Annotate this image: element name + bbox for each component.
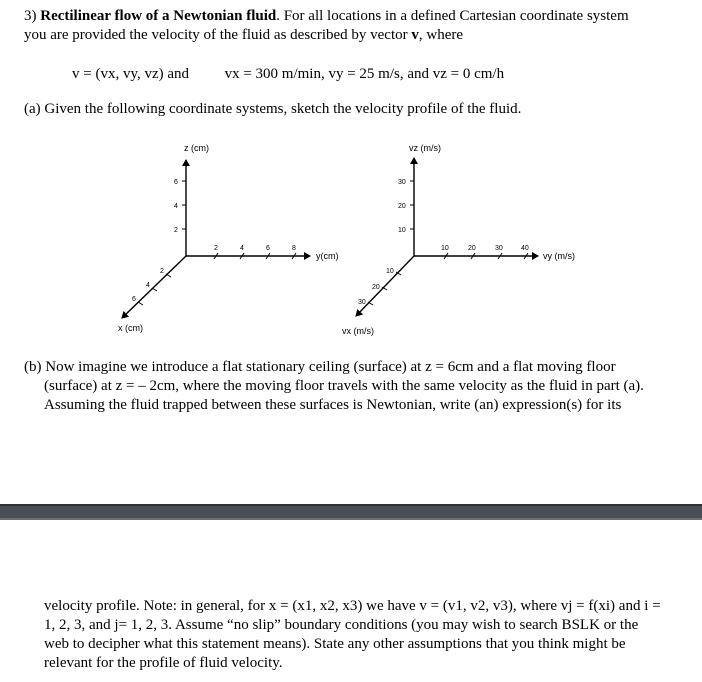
part-b-line-2: (surface) at z = – 2cm, where the moving floor travels with the same velocity as the fluid in part (a). xyxy=(44,378,644,394)
vz-tick-label: 10 xyxy=(398,227,406,234)
velocity-axes xyxy=(342,143,575,336)
vz-tick-label: 20 xyxy=(398,203,406,210)
vy-tick-label: 10 xyxy=(441,245,449,252)
y-axis-label: y(cm) xyxy=(316,251,339,261)
x-axis-label: x (cm) xyxy=(118,323,143,333)
vz-tick-label: 30 xyxy=(398,179,406,186)
problem-title: Rectilinear flow of a Newtonian fluid xyxy=(40,8,277,24)
part-b-line-1: (b) Now imagine we introduce a flat stationary ceiling (surface) at z = 6cm and a flat moving floor xyxy=(24,359,616,375)
vy-tick-label: 40 xyxy=(521,245,529,252)
problem-intro-rest: . For all locations in a defined Cartesian coordinate system xyxy=(276,8,629,24)
position-axes xyxy=(118,143,339,333)
coordinate-systems-figure xyxy=(0,130,702,345)
problem-number: 3) xyxy=(24,8,37,24)
continuation-line-2: 1, 2, 3, and j= 1, 2, 3. Assume “no slip” boundary conditions (you may wish to search BSLK or the xyxy=(44,617,639,633)
vx-tick-label: 10 xyxy=(386,268,394,275)
y-tick-label: 4 xyxy=(240,245,244,252)
continuation-line-3: web to decipher what this statement means). State any other assumptions that you think might be xyxy=(44,636,626,652)
and-word: and xyxy=(167,66,190,82)
z-tick-label: 2 xyxy=(174,227,178,234)
z-tick-label: 6 xyxy=(174,179,178,186)
continuation-line-1: velocity profile. Note: in general, for x = (x1, x2, x3) we have v = (v1, v2, v3), where vj = f(xi) and i = xyxy=(44,598,661,614)
problem-header-line-2 xyxy=(24,27,463,44)
problem-header-line-1 xyxy=(24,8,629,25)
y-tick-label: 2 xyxy=(214,245,218,252)
page-divider xyxy=(0,504,702,520)
vx-tick-label: 30 xyxy=(358,299,366,306)
x-axis xyxy=(122,256,186,318)
vy-tick-label: 30 xyxy=(495,245,503,252)
vx-axis xyxy=(356,256,414,316)
vy-tick-label: 20 xyxy=(468,245,476,252)
vx-tick-label: 20 xyxy=(372,284,380,291)
part-a-text: (a) Given the following coordinate systems, sketch the velocity profile of the fluid. xyxy=(24,101,522,117)
y-tick-label: 8 xyxy=(292,245,296,252)
x-tick-label: 2 xyxy=(160,268,164,275)
velocity-equation xyxy=(72,66,504,83)
problem-intro-line2: you are provided the velocity of the fluid as described by vector xyxy=(24,27,412,43)
vector-v-symbol: v xyxy=(411,27,419,43)
continuation-line-4: relevant for the profile of fluid velocity. xyxy=(44,655,283,671)
z-tick-label: 4 xyxy=(174,203,178,210)
problem-intro-end: , where xyxy=(418,27,464,43)
vz-axis-label: vz (m/s) xyxy=(409,143,441,153)
part-b-line-3: Assuming the fluid trapped between these surfaces is Newtonian, write (an) expression(s) for its xyxy=(44,397,622,413)
x-tick-label: 4 xyxy=(146,282,150,289)
x-tick-label: 6 xyxy=(132,296,136,303)
velocity-conditions: vx = 300 m/min, vy = 25 m/s, and vz = 0 cm/h xyxy=(224,66,505,82)
vy-axis-label: vy (m/s) xyxy=(543,251,575,261)
velocity-vector-definition: v = (vx, vy, vz) xyxy=(72,66,164,82)
vx-axis-label: vx (m/s) xyxy=(342,326,374,336)
z-axis-label: z (cm) xyxy=(184,143,209,153)
y-tick-label: 6 xyxy=(266,245,270,252)
